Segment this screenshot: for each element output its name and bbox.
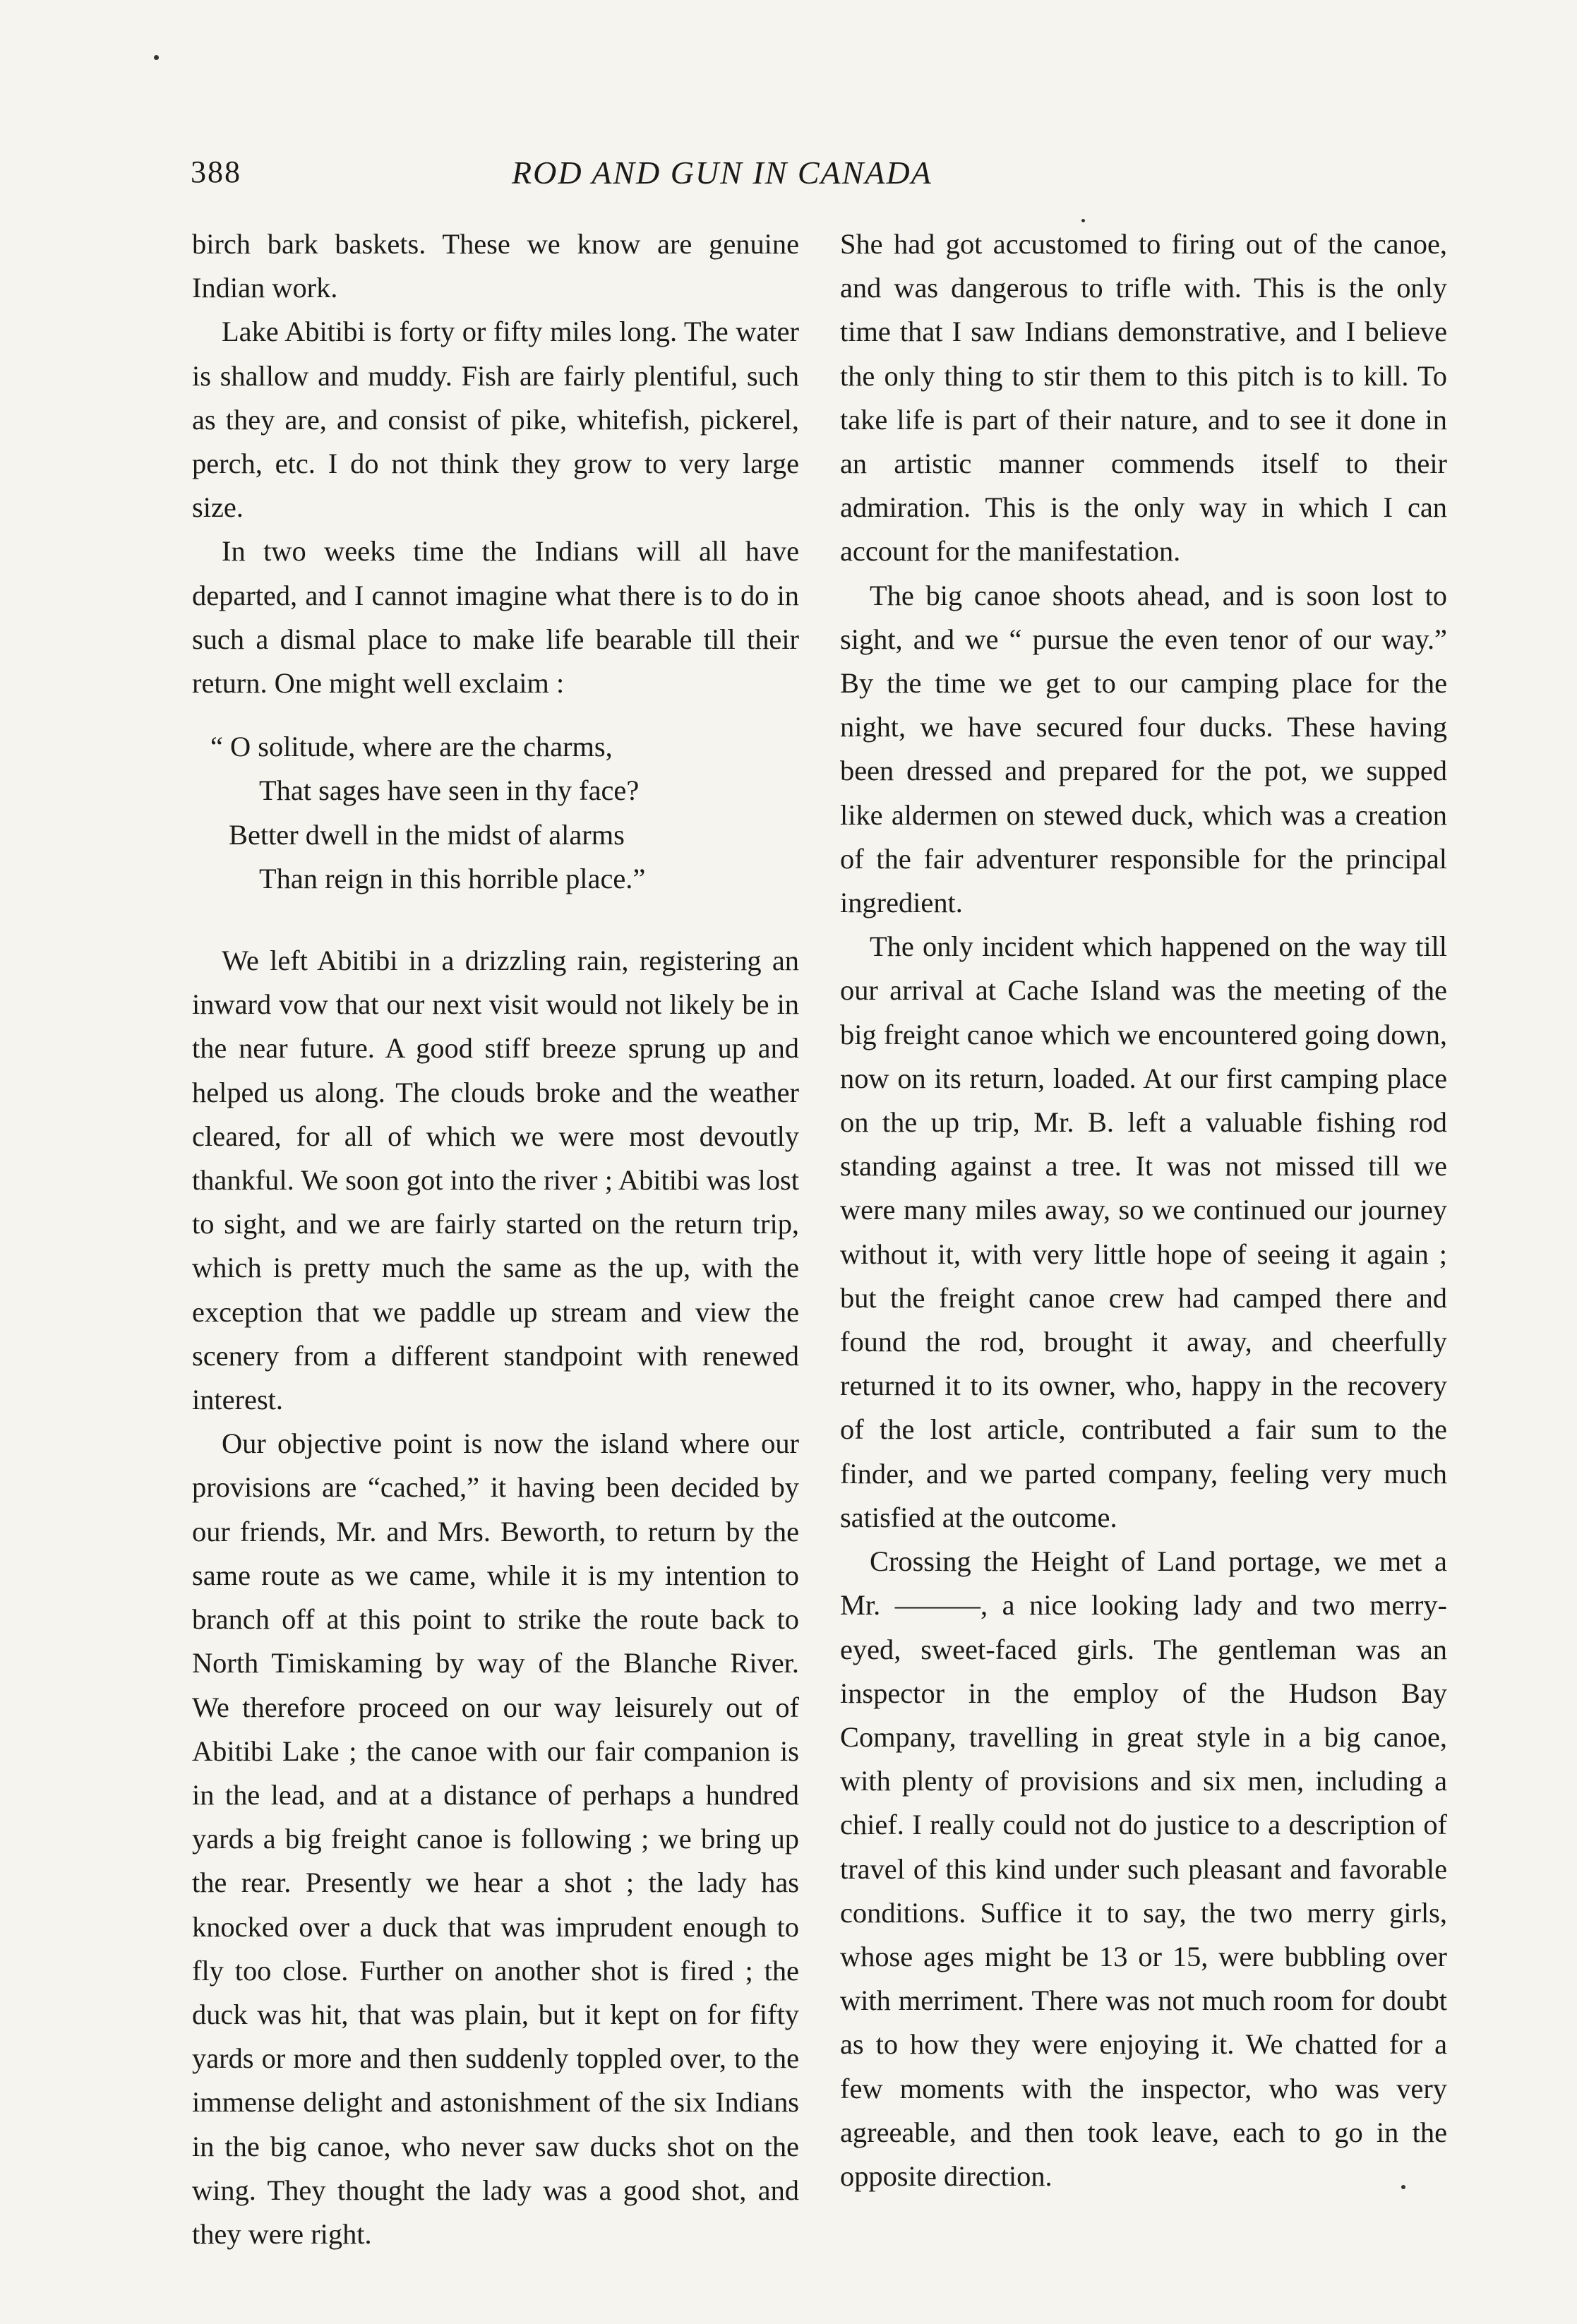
page-number: 388: [191, 155, 241, 189]
running-title: ROD AND GUN IN CANADA: [512, 155, 933, 191]
page-header: [191, 154, 1122, 203]
paragraph: The only incident which happened on the way till our arrival at Cache Island was the meeting of the big freight canoe which we encountered going down, now on its return, loaded. At our first camping place on the up trip, Mr. B. left a valuable fishing rod standing against a tree. It was not missed till we were many miles away, so we continued our journey without it, with very little hope of seeing it again ; but the freight canoe crew had camped there and found the rod, brought it away, and cheerfully returned it to its owner, who, happy in the recovery of the lost article, contributed a fair sum to the finder, and we parted company, feeling very much satisfied at the outcome.: [840, 930, 1447, 1533]
margin-speck: [154, 55, 159, 60]
left-column: [192, 222, 799, 2256]
poem-line: “ O solitude, where are the charms,: [210, 731, 613, 763]
paragraph: Our objective point is now the island where our provisions are “cached,” it having been decided by our friends, Mr. and Mrs. Beworth, to return by the same route as we came, while it is my intention to branch off at this point to strike the route back to North Timiskaming by way of the Blanche River. We therefore proceed on our way leisurely out of Abitibi Lake ; the canoe with our fair companion is in the lead, and at a distance of perhaps a hundred yards a big freight canoe is following ; we bring up the rear. Presently we hear a shot ; the lady has knocked over a duck that was imprudent enough to fly too close. Further on another shot is fired ; the duck was hit, that was plain, but it kept on for fifty yards or more and then suddenly toppled over, to the immense delight and astonishment of the six Indians in the big canoe, who never saw ducks shot on the wing. They thought the lady was a good shot, and they were right.: [192, 1427, 799, 2250]
paragraph: birch bark baskets. These we know are genuine Indian work.: [192, 228, 799, 304]
paragraph: Lake Abitibi is forty or fifty miles long. The water is shallow and muddy. Fish are fairly plentiful, such as they are, and consist of pike, whitefish, pickerel, perch, etc. I do not think they grow to very large size.: [192, 316, 799, 524]
paragraph: We left Abitibi in a drizzling rain, registering an inward vow that our next visit would not likely be in the near future. A good stiff breeze sprung up and helped us along. The clouds broke and the weather cleared, for all of which we were most devoutly thankful. We soon got into the river ; Abitibi was lost to sight, and we are fairly started on the return trip, which is pretty much the same as the up, with the exception that we paddle up stream and view the scenery from a different standpoint with renewed interest.: [192, 945, 799, 1416]
right-column: [840, 222, 1447, 2198]
paragraph: She had got accustomed to firing out of the canoe, and was dangerous to trifle with. This is the only time that I saw Indians demonstrative, and I believe the only thing to stir them to this pitch is to kill. To take life is part of their nature, and to see it done in an artistic manner commends itself to their admiration. This is the only way in which I can account for the manifestation.: [840, 228, 1447, 568]
paragraph: The big canoe shoots ahead, and is soon lost to sight, and we “ pursue the even tenor of our way.” By the time we get to our camping place for the night, we have secured four ducks. These having been dressed and prepared for the pot, we supped like aldermen on stewed duck, which was a creation of the fair adventurer responsible for the principal ingredient.: [840, 579, 1447, 919]
poem-line: Better dwell in the midst of alarms: [229, 818, 625, 851]
poem-line: That sages have seen in thy face?: [259, 774, 640, 807]
poem-line: Than reign in this horrible place.”: [259, 862, 646, 894]
paragraph: Crossing the Height of Land portage, we met a Mr. ———, a nice looking lady and two merry-eyed, sweet-faced girls. The gentleman was an inspector in the employ of the Hudson Bay Company, travelling in great style in a big canoe, with plenty of provisions and six men, including a chief. I really could not do justice to a description of travel of this kind under such pleasant and favorable conditions. Suffice it to say, the two merry girls, whose ages might be 13 or 15, were bubbling over with merriment. There was not much room for doubt as to how they were enjoying it. We chatted for a few moments with the inspector, who was very agreeable, and then took leave, each to go in the opposite direction.: [840, 1545, 1447, 2192]
paragraph: In two weeks time the Indians will all have departed, and I cannot imagine what there is to do in such a dismal place to make life bearable till their return. One might well exclaim :: [192, 535, 799, 700]
poem-quotation: [192, 725, 799, 901]
